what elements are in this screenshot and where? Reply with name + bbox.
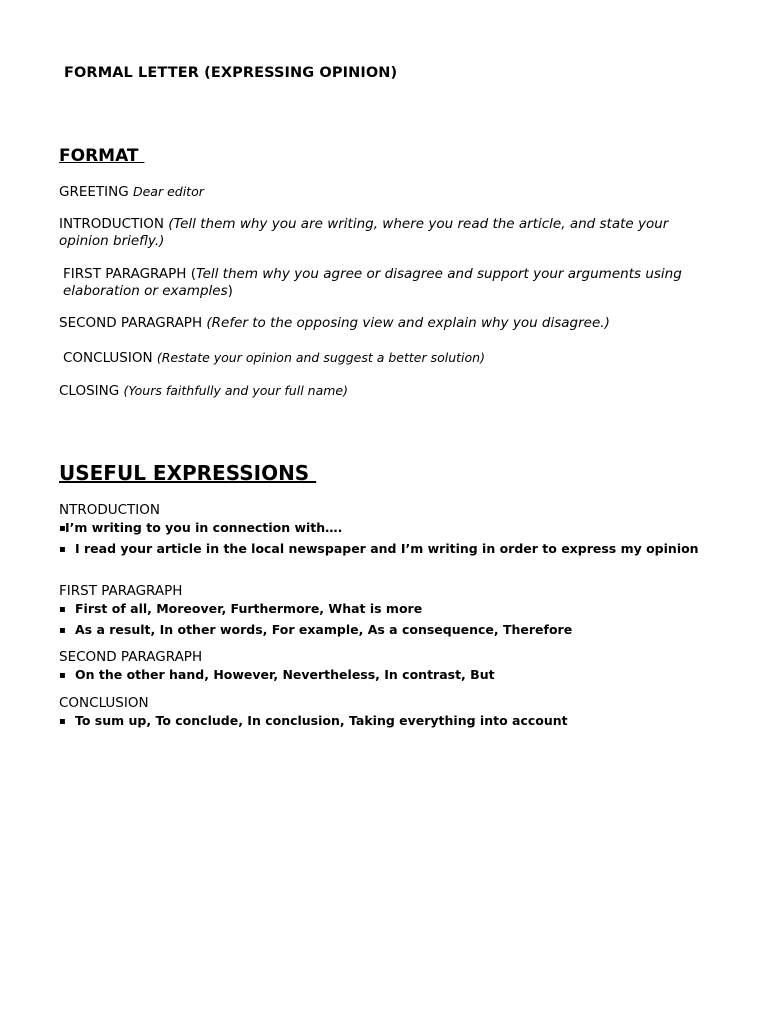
- expression-text: On the other hand, However, Nevertheless, In contrast, But: [75, 667, 495, 682]
- expressions-section-conclusion: [59, 695, 699, 729]
- expressions-section-label: NTRODUCTION: [59, 502, 161, 518]
- format-item-label: INTRODUCTION: [59, 216, 169, 232]
- format-item-first-paragraph: [59, 266, 723, 300]
- expression-text: As a result, In other words, For example, As a consequence, Therefore: [75, 622, 573, 637]
- format-item-paren-close: ): [227, 283, 233, 299]
- format-item-description: (Refer to the opposing view and explain why you disagree.): [206, 315, 610, 331]
- format-item-description: (Yours faithfully and your full name): [123, 383, 348, 398]
- bullet-icon: ▪: [59, 523, 66, 534]
- bullet-icon: ▪: [59, 604, 66, 615]
- format-item-paren-open: (: [190, 266, 196, 282]
- format-item-conclusion: [59, 349, 713, 367]
- format-heading: FORMAT: [59, 146, 145, 166]
- format-item-label: FIRST PARAGRAPH: [63, 266, 191, 282]
- bullet-icon: ▪: [59, 670, 66, 681]
- format-item-label: GREETING: [59, 184, 133, 200]
- expression-line: [59, 713, 699, 729]
- expression-text: I read your article in the local newspaper and I’m writing in order to express my opinion: [75, 541, 699, 556]
- format-item-greeting: [59, 183, 709, 201]
- expression-line: [59, 541, 699, 557]
- format-item-closing: [59, 382, 709, 400]
- expression-line: [59, 667, 699, 683]
- format-item-description: Dear editor: [132, 184, 204, 199]
- expressions-section-introduction: [59, 502, 699, 557]
- expressions-section-label: SECOND PARAGRAPH: [59, 649, 203, 665]
- format-item-description: Tell them why you agree or disagree and support your arguments using elaboration or examples: [63, 266, 682, 299]
- bullet-icon: ▪: [59, 716, 66, 727]
- format-item-label: SECOND PARAGRAPH: [59, 315, 207, 331]
- format-item-second-paragraph: [59, 315, 709, 332]
- expression-line: [59, 622, 699, 638]
- expressions-section-first-paragraph: [59, 583, 699, 638]
- bullet-icon: ▪: [59, 544, 66, 555]
- expression-line: [59, 601, 699, 617]
- expressions-section-label: FIRST PARAGRAPH: [59, 583, 183, 599]
- useful-expressions-heading: USEFUL EXPRESSIONS: [59, 461, 317, 485]
- format-item-label: CLOSING: [59, 383, 124, 399]
- expression-text: I’m writing to you in connection with….: [65, 520, 343, 535]
- expressions-section-label: CONCLUSION: [59, 695, 149, 711]
- expressions-section-second-paragraph: [59, 649, 699, 683]
- format-item-description: (Tell them why you are writing, where you read the article, and state your opinion briefly.): [59, 216, 669, 249]
- bullet-icon: ▪: [59, 625, 66, 636]
- expression-text: To sum up, To conclude, In conclusion, Taking everything into account: [75, 713, 568, 728]
- expression-text: First of all, Moreover, Furthermore, What is more: [75, 601, 423, 616]
- document-title: FORMAL LETTER (EXPRESSING OPINION): [64, 65, 398, 81]
- format-item-introduction: [59, 216, 709, 250]
- format-item-label: CONCLUSION: [63, 350, 157, 366]
- format-item-description: (Restate your opinion and suggest a better solution): [156, 350, 485, 365]
- expression-line: [59, 520, 699, 536]
